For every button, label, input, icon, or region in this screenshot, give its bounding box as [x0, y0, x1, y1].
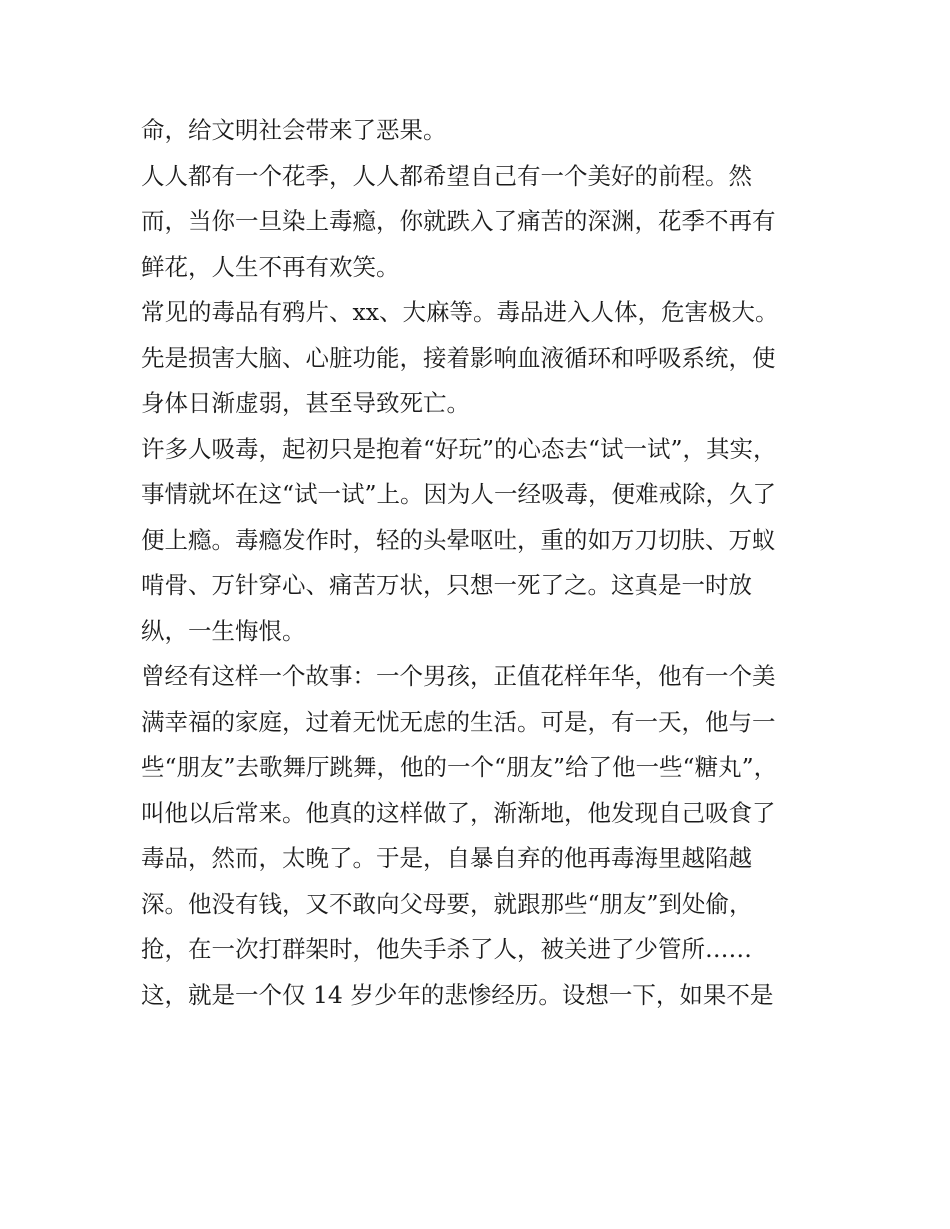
text-line: 常见的毒品有鸦片、xx、大麻等。毒品进入人体，危害极大。: [141, 298, 779, 326]
text-line: 深。他没有钱，又不敢向父母要，就跟那些“朋友”到处偷，: [141, 889, 753, 918]
text-line: 身体日渐虚弱，甚至导致死亡。: [141, 389, 470, 417]
text-line: 鲜花，人生不再有欢笑。: [141, 252, 400, 281]
text-line: 事情就坏在这“试一试”上。因为人一经吸毒，便难戒除，久了: [141, 480, 777, 508]
document-body: [141, 108, 821, 1018]
text-line: 这，就是一个仅 14 岁少年的悲惨经历。设想一下，如果不是: [141, 980, 774, 1009]
text-line: 便上瘾。毒瘾发作时，轻的头晕呕吐，重的如万刀切肤、万蚁: [141, 525, 776, 554]
text-line: 些“朋友”去歌舞厅跳舞，他的一个“朋友”给了他一些“糖丸”，: [141, 753, 778, 781]
text-line: 纵，一生悔恨。: [141, 616, 306, 645]
text-line: 命，给文明社会带来了恶果。: [141, 116, 447, 144]
text-line: 叫他以后常来。他真的这样做了，渐渐地，他发现自己吸食了: [141, 798, 776, 827]
text-line: 毒品，然而，太晚了。于是，自暴自弃的他再毒海里越陷越: [141, 844, 752, 872]
text-line: 许多人吸毒，起初只是抱着“好玩”的心态去“试一试”，其实，: [141, 434, 777, 463]
text-line: 人人都有一个花季，人人都希望自己有一个美好的前程。然: [141, 161, 752, 190]
text-line: 而，当你一旦染上毒瘾，你就跌入了痛苦的深渊，花季不再有: [141, 207, 776, 235]
text-line: 先是损害大脑、心脏功能，接着影响血液循环和呼吸系统，使: [141, 343, 776, 372]
text-line: 满幸福的家庭，过着无忧无虑的生活。可是，有一天，他与一: [141, 707, 776, 736]
text-line: 啃骨、万针穿心、痛苦万状，只想一死了之。这真是一时放: [141, 571, 752, 599]
text-line: 抢，在一次打群架时，他失手杀了人，被关进了少管所……: [141, 935, 752, 963]
text-line: 曾经有这样一个故事：一个男孩，正值花样年华，他有一个美: [141, 662, 776, 690]
